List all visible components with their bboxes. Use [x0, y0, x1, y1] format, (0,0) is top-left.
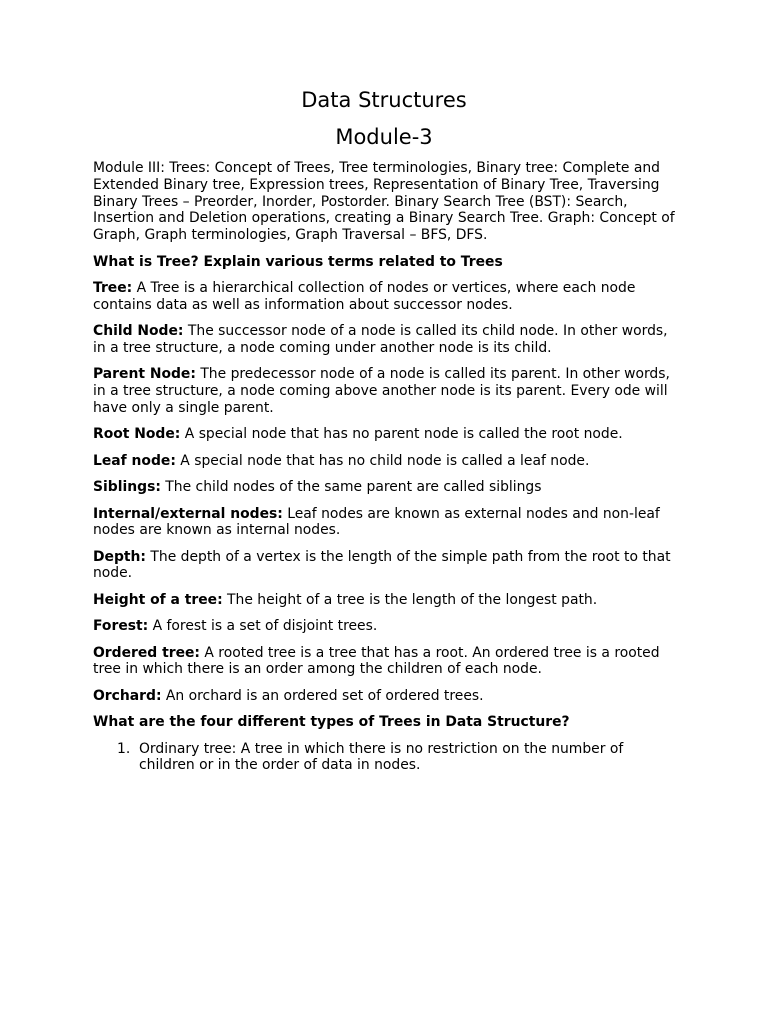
term-definition: [93, 645, 683, 679]
term-label: Orchard:: [93, 687, 162, 704]
term-text: A Tree is a hierarchical collection of nodes or vertices, where each node contains data as well as information about successor nodes.: [93, 279, 636, 313]
term-text: The predecessor node of a node is called its parent. In other words, in a tree structure, a node coming above another node is its parent. Every ode will have only a single parent.: [93, 366, 670, 416]
term-text: A special node that has no child node is called a leaf node.: [175, 452, 590, 469]
term-label: Depth:: [93, 548, 146, 565]
term-label: Child Node:: [93, 323, 184, 340]
term-label: Siblings:: [93, 479, 161, 496]
list-item-text: Ordinary tree: A tree in which there is no restriction on the number of children or in the order of data in nodes.: [139, 740, 624, 774]
term-label: Internal/external nodes:: [93, 505, 283, 522]
question-heading: What are the four different types of Trees in Data Structure?: [93, 714, 570, 731]
question-heading: What is Tree? Explain various terms related to Trees: [93, 253, 503, 270]
term-definition: [93, 426, 683, 443]
term-definition: [93, 479, 683, 496]
tree-types-list: [93, 741, 683, 775]
term-text: A forest is a set of disjoint trees.: [148, 618, 378, 635]
term-text: A rooted tree is a tree that has a root. An ordered tree is a rooted tree in which there is an order among the children of each node.: [93, 644, 660, 678]
term-definition: [93, 280, 683, 314]
term-label: Root Node:: [93, 426, 181, 443]
term-label: Leaf node:: [93, 452, 176, 469]
page-subtitle: Module-3: [335, 125, 433, 149]
term-text: The successor node of a node is called its child node. In other words, in a tree structure, a node coming under another node is its child.: [93, 323, 668, 356]
term-text: A special node that has no parent node is called the root node.: [180, 426, 623, 443]
term-text: The child nodes of the same parent are called siblings: [160, 479, 542, 496]
term-definition: [93, 453, 683, 470]
term-definition: [93, 506, 683, 540]
list-item: [93, 741, 683, 775]
term-definition: [93, 366, 683, 416]
term-definition: [93, 549, 683, 583]
syllabus-paragraph: Module III: Trees: Concept of Trees, Tree terminologies, Binary tree: Complete and Extended Binary tree, Expression trees, Representation of Binary Tree, Traversing Binary Trees – Preorder, Inorder, Postorder. Binary Search Tree (BST): Search, Insertion and Deletion operations, creating a Binary Search Tree. Graph: Concept of Graph, Graph terminologies, Graph Traversal – BFS, DFS.: [93, 160, 675, 244]
term-definition: [93, 323, 683, 357]
term-text: Leaf nodes are known as external nodes and non-leaf nodes are known as internal nodes.: [93, 505, 660, 539]
term-label: Ordered tree:: [93, 644, 200, 661]
term-text: The height of a tree is the length of the longest path.: [222, 591, 598, 608]
term-label: Parent Node:: [93, 366, 196, 383]
term-definition: [93, 592, 683, 609]
list-item-number: 1.: [117, 740, 131, 757]
term-text: An orchard is an ordered set of ordered trees.: [161, 687, 484, 704]
document-body: [93, 160, 683, 774]
term-label: Forest:: [93, 618, 149, 635]
term-text: The depth of a vertex is the length of the simple path from the root to that node.: [93, 548, 671, 582]
term-label: Height of a tree:: [93, 591, 223, 608]
page-title: Data Structures: [301, 88, 467, 112]
term-label: Tree:: [93, 279, 133, 296]
term-definition: [93, 618, 683, 635]
term-definition: [93, 688, 683, 705]
